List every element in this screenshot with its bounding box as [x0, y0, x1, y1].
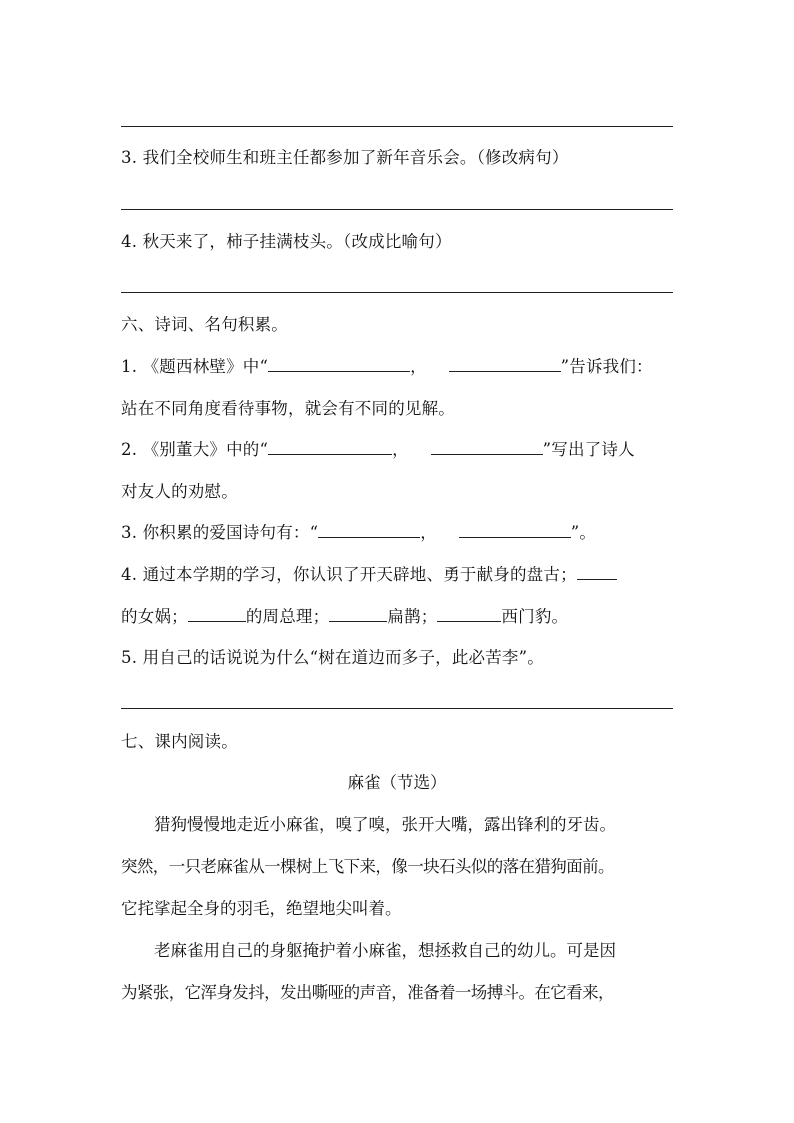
q3-comma: ， [420, 523, 437, 542]
q2-suffix: ”写出了诗人 [542, 440, 635, 459]
q4-premier: 的周总理； [245, 607, 330, 626]
q1-comma: ， [410, 357, 427, 376]
q4-blank-4[interactable] [437, 605, 501, 622]
passage-paragraph-1-line-3: 它挓挲起全身的羽毛，绝望地尖叫着。 [121, 899, 402, 918]
answer-line[interactable] [121, 126, 673, 127]
answer-line[interactable] [121, 209, 673, 210]
q4-nuwa: 的女娲； [121, 607, 188, 626]
q3-prefix: 3. 你积累的爱国诗句有：“ [121, 523, 319, 542]
q4-ximenbao: 西门豹。 [501, 607, 569, 626]
question-item-3: 3. 我们全校师生和班主任都参加了新年音乐会。（修改病句） [121, 148, 569, 167]
answer-line[interactable] [121, 292, 673, 293]
q4-bianque: 扁鹊； [387, 607, 438, 626]
section-6-question-4-continued [121, 605, 681, 629]
q2-blank-2[interactable] [431, 438, 543, 455]
q4-blank-2[interactable] [188, 605, 246, 622]
section-6-question-3 [121, 521, 681, 545]
q1-suffix: ”告诉我们： [560, 357, 653, 376]
section-7-heading: 七、课内阅读。 [121, 732, 238, 751]
q3-suffix: ”。 [570, 523, 597, 542]
section-6-question-2 [121, 438, 681, 462]
q4-blank-1[interactable] [577, 563, 617, 580]
passage-paragraph-2-line-1: 老麻雀用自己的身躯掩护着小麻雀，想拯救自己的幼儿。可是因 [154, 941, 616, 960]
answer-line[interactable] [121, 708, 673, 709]
section-6-question-4 [121, 563, 681, 587]
section-6-question-2-continued: 对友人的劝慰。 [121, 482, 238, 501]
section-6-question-5: 5. 用自己的话说说为什么“树在道边而多子，此必苦李”。 [121, 648, 544, 667]
section-6-heading: 六、诗词、名句积累。 [121, 315, 288, 334]
q1-blank-1[interactable] [268, 355, 410, 372]
passage-paragraph-1-line-2: 突然，一只老麻雀从一棵树上飞下来，像一块石头似的落在猎狗面前。 [121, 857, 614, 876]
passage-paragraph-1-line-1: 猎狗慢慢地走近小麻雀，嗅了嗅，张开大嘴，露出锋利的牙齿。 [154, 815, 616, 834]
q1-prefix: 1. 《题西林壁》中“ [121, 357, 269, 376]
section-6-question-1-continued: 站在不同角度看待事物，就会有不同的见解。 [121, 399, 455, 418]
q2-comma: ， [392, 440, 409, 459]
q4-blank-3[interactable] [329, 605, 387, 622]
q3-blank-1[interactable] [318, 521, 420, 538]
q3-blank-2[interactable] [459, 521, 571, 538]
q1-blank-2[interactable] [449, 355, 561, 372]
question-item-4: 4. 秋天来了，柿子挂满枝头。（改成比喻句） [121, 232, 452, 251]
q2-prefix: 2. 《别董大》中的“ [121, 440, 269, 459]
q2-blank-1[interactable] [268, 438, 392, 455]
passage-title: 麻雀（节选） [347, 773, 447, 792]
section-6-question-1 [121, 355, 681, 379]
q4-prefix: 4. 通过本学期的学习，你认识了开天辟地、勇于献身的盘古； [121, 565, 577, 584]
passage-paragraph-2-line-2: 为紧张，它浑身发抖，发出嘶哑的声音，准备着一场搏斗。在它看来， [121, 983, 614, 1002]
